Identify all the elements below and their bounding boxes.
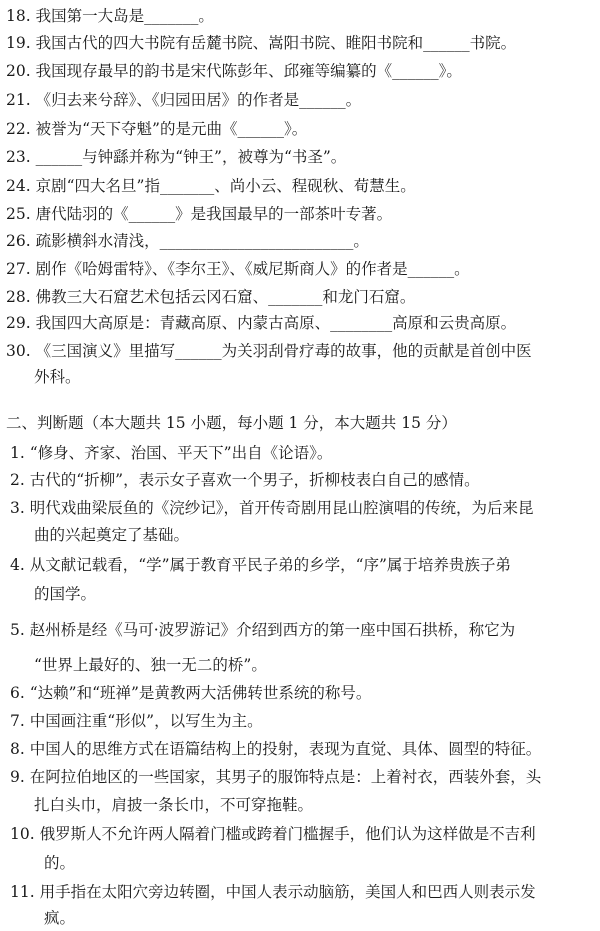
question-number: 18. [6,7,31,25]
question-text: 俄罗斯人不允许两人隔着门槛或跨着门槛握手，他们认为这样做是不吉利 [39,825,536,843]
judgment-5-continued [34,655,267,675]
question-20 [6,61,462,81]
question-24 [6,176,416,196]
question-text: 我国四大高原是：青藏高原、内蒙古高原、________高原和云贵高原。 [35,314,517,332]
question-text: 唐代陆羽的《______》是我国最早的一部茶叶专著。 [35,205,393,223]
question-30-continued [34,367,81,387]
question-text-continued: 曲的兴起奠定了基础。 [34,526,190,544]
question-text-continued: 外科。 [34,368,81,386]
question-text-continued: 扎白头巾，肩披一条长巾，不可穿拖鞋。 [34,796,314,814]
judgment-10-continued [44,853,75,873]
question-number: 5. [10,621,25,639]
judgment-4 [10,555,511,575]
question-text: 疏影横斜水清浅，_________________________。 [35,232,369,250]
question-28 [6,287,415,307]
question-26 [6,231,369,251]
question-text: 我国现存最早的韵书是宋代陈彭年、邱雍等编纂的《______》。 [35,62,462,80]
question-text: 赵州桥是经《马可·波罗游记》介绍到西方的第一座中国石拱桥，称它为 [29,621,516,639]
question-number: 27. [6,260,31,278]
question-29 [6,313,516,333]
question-text-continued: 的国学。 [34,585,97,603]
question-text: 古代的“折柳”，表示女子喜欢一个男子，折柳枝表白自己的感情。 [29,471,480,489]
judgment-11 [10,882,536,902]
question-text-continued: 疯。 [44,909,76,927]
judgment-11-continued [44,908,75,928]
question-text: 京剧“四大名旦”指_______、尚小云、程砚秋、荀慧生。 [35,177,416,195]
question-25 [6,204,392,224]
question-number: 6. [10,684,25,702]
question-text: 中国人的思维方式在语篇结构上的投射，表现为直觉、具体、圆型的特征。 [29,740,542,758]
question-text: 《归去来兮辞》、《归园田居》的作者是______。 [35,91,362,109]
question-text-continued: “世界上最好的、独一无二的桥”。 [34,656,267,674]
question-text: ______与钟繇并称为“钟王”，被尊为“书圣”。 [35,148,347,166]
question-number: 22. [6,120,31,138]
question-number: 3. [10,499,25,517]
question-number: 1. [10,444,25,462]
question-19 [6,33,516,53]
question-text: “达赖”和“班禅”是黄教两大活佛转世系统的称号。 [29,684,372,702]
judgment-2 [10,470,480,490]
judgment-9-continued [34,795,313,815]
judgment-5 [10,620,515,640]
question-27 [6,259,470,279]
question-number: 8. [10,740,25,758]
question-number: 30. [6,342,31,360]
question-text: 明代戏曲梁辰鱼的《浣纱记》，首开传奇剧用昆山腔演唱的传统，为后来昆 [29,499,534,517]
question-18 [6,6,214,26]
question-text: 佛教三大石窟艺术包括云冈石窟、_______和龙门石窟。 [35,288,416,306]
question-23 [6,147,346,167]
judgment-8 [10,739,541,759]
question-number: 20. [6,62,31,80]
question-text: 用手指在太阳穴旁边转圈，中国人表示动脑筋，美国人和巴西人则表示发 [39,883,536,901]
judgment-10 [10,824,536,844]
question-number: 26. [6,232,31,250]
judgment-3-continued [34,525,189,545]
question-number: 24. [6,177,31,195]
section-title: 二、判断题（本大题共 15 小题，每小题 1 分，本大题共 15 分） [6,414,457,432]
question-text: “修身、齐家、治国、平天下”出自《论语》。 [29,444,333,462]
judgment-9 [10,767,541,787]
judgment-3 [10,498,534,518]
judgment-4-continued [34,584,96,604]
question-number: 19. [6,34,31,52]
question-text: 我国古代的四大书院有岳麓书院、嵩阳书院、睢阳书院和______书院。 [35,34,517,52]
question-number: 23. [6,148,31,166]
judgment-1 [10,443,332,463]
question-number: 29. [6,314,31,332]
question-number: 21. [6,91,31,109]
question-30 [6,341,532,361]
question-text-continued: 的。 [44,854,76,872]
question-text: 剧作《哈姆雷特》、《李尔王》、《威尼斯商人》的作者是______。 [35,260,470,278]
question-text: 《三国演义》里描写______为关羽刮骨疗毒的故事，他的贡献是首创中医 [35,342,532,360]
question-number: 4. [10,556,25,574]
question-number: 2. [10,471,25,489]
question-number: 9. [10,768,25,786]
judgment-7 [10,711,263,731]
question-21 [6,90,361,110]
question-number: 7. [10,712,25,730]
question-text: 中国画注重“形似”，以写生为主。 [29,712,263,730]
question-number: 11. [10,883,35,901]
judgment-6 [10,683,371,703]
question-text: 被誉为“天下夺魁”的是元曲《______》。 [35,120,308,138]
question-number: 25. [6,205,31,223]
question-text: 在阿拉伯地区的一些国家，其男子的服饰特点是：上着衬衣，西装外套，头 [29,768,542,786]
question-number: 28. [6,288,31,306]
question-number: 10. [10,825,35,843]
question-text: 从文献记载看，“学”属于教育平民子弟的乡学，“序”属于培养贵族子弟 [29,556,511,574]
question-text: 我国第一大岛是_______。 [35,7,214,25]
question-22 [6,119,307,139]
